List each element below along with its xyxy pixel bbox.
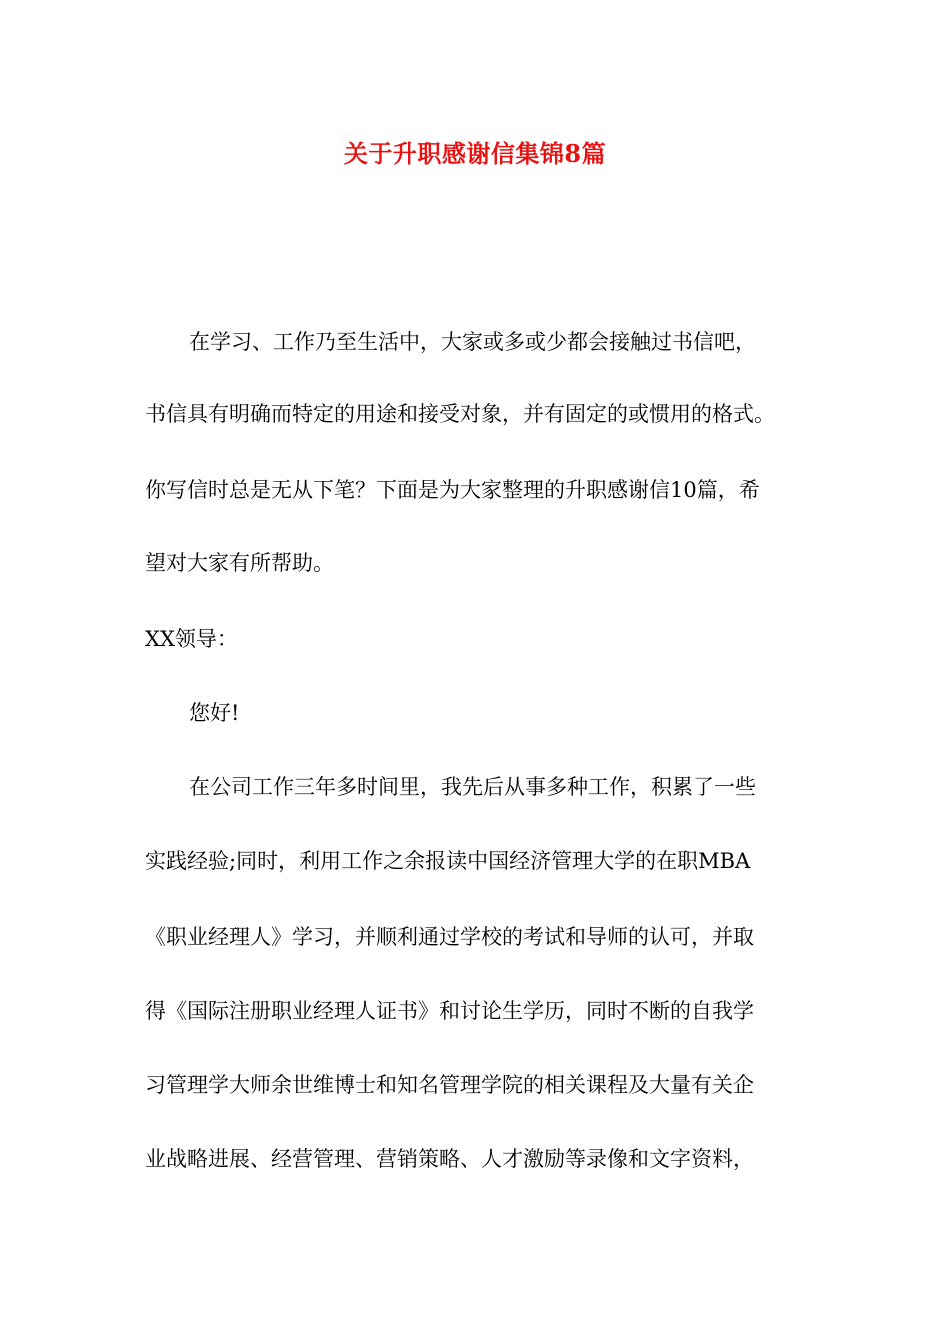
body-line-1: 在学习、工作乃至生活中，大家或多或少都会接触过书信吧， <box>189 330 756 354</box>
greeting-line: 您好! <box>189 701 240 725</box>
body-line-8: 得《国际注册职业经理人证书》和讨论生学历，同时不断的自我学 <box>145 999 754 1023</box>
body-line-6: 实践经验;同时，利用工作之余报读中国经济管理大学的在职MBA <box>145 849 751 873</box>
body-line-7: 《职业经理人》学习，并顺利通过学校的考试和导师的认可，并取 <box>145 925 754 949</box>
body-line-2: 书信具有明确而特定的用途和接受对象，并有固定的或惯用的格式。 <box>145 402 775 426</box>
body-line-3: 你写信时总是无从下笔？下面是为大家整理的升职感谢信10篇，希 <box>145 478 760 502</box>
body-line-5: 在公司工作三年多时间里，我先后从事多种工作，积累了一些 <box>189 775 756 799</box>
body-line-10: 业战略进展、经营管理、营销策略、人才激励等录像和文字资料， <box>145 1147 754 1171</box>
document-title: 关于升职感谢信集锦8篇 <box>343 139 607 168</box>
body-line-9: 习管理学大师余世维博士和知名管理学院的相关课程及大量有关企 <box>145 1073 754 1097</box>
salutation-line: XX领导： <box>145 627 238 651</box>
body-line-4: 望对大家有所帮助。 <box>145 551 334 575</box>
